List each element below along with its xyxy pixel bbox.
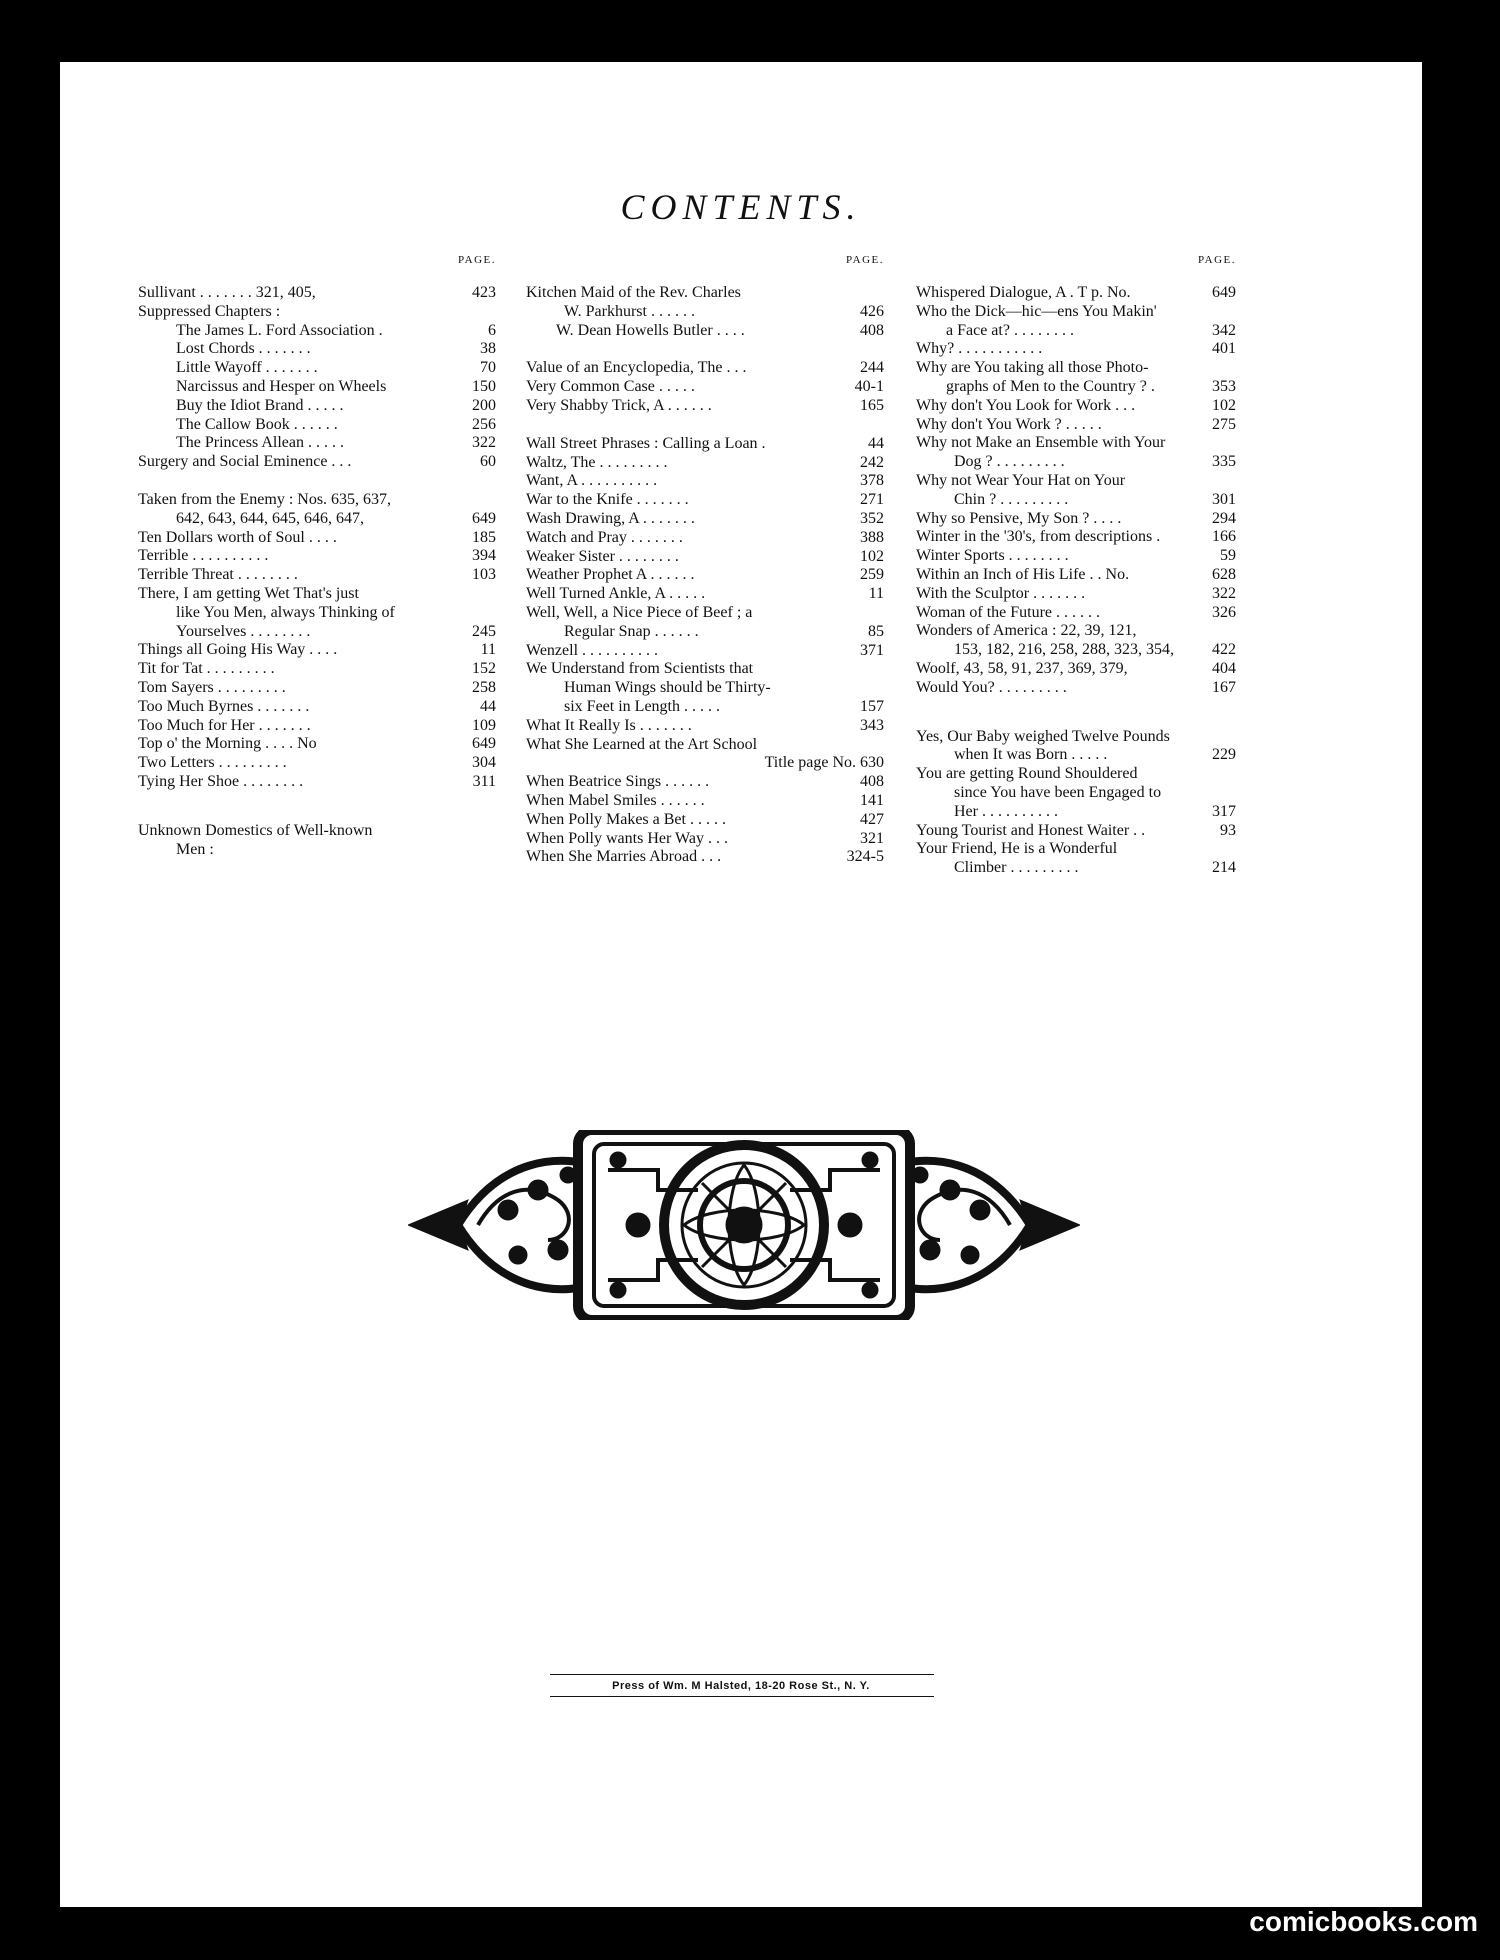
contents-entry bbox=[916, 803, 1236, 822]
entry-title: like You Men, always Thinking of bbox=[176, 603, 395, 621]
entry-title: Why don't You Look for Work . . . bbox=[916, 396, 1136, 414]
entry-page-number: 371 bbox=[860, 641, 884, 659]
entry-title: Climber . . . . . . . . . bbox=[954, 859, 1079, 877]
entry-page-number: 335 bbox=[1212, 453, 1236, 471]
page-column-label: PAGE. bbox=[1198, 254, 1236, 266]
entry-title: Narcissus and Hesper on Wheels bbox=[176, 377, 387, 395]
contents-entry bbox=[916, 303, 1236, 322]
entry-page-number: 301 bbox=[1212, 490, 1236, 508]
entry-page-number: 40-1 bbox=[854, 378, 884, 396]
entry-title: Well, Well, a Nice Piece of Beef ; a bbox=[526, 603, 753, 621]
printer-imprint: Press of Wm. M Halsted, 18-20 Rose St., N. Y. bbox=[612, 1680, 870, 1692]
entry-page-number: 388 bbox=[860, 528, 884, 546]
entry-page-number: 649 bbox=[472, 509, 496, 527]
entry-title: What It Really Is . . . . . . . bbox=[526, 716, 692, 734]
entry-page-number: 200 bbox=[472, 396, 496, 414]
contents-entry bbox=[138, 679, 496, 698]
entry-title: Why? . . . . . . . . . . . bbox=[916, 340, 1043, 358]
entry-title: The James L. Ford Association . bbox=[176, 321, 383, 339]
entry-title: Why are You taking all those Photo- bbox=[916, 359, 1149, 377]
entry-title: since You have been Engaged to bbox=[954, 783, 1162, 801]
entry-title: Unknown Domestics of Well-known bbox=[138, 821, 373, 839]
entry-title: Young Tourist and Honest Waiter . . bbox=[916, 821, 1146, 839]
contents-entry bbox=[138, 491, 496, 510]
contents-entry bbox=[526, 830, 884, 849]
contents-entry bbox=[916, 660, 1236, 679]
entry-page-number: 321 bbox=[860, 829, 884, 847]
entry-title: Wall Street Phrases : Calling a Loan . bbox=[526, 434, 766, 452]
contents-entry bbox=[138, 841, 496, 860]
contents-entry bbox=[526, 736, 884, 755]
entry-title: Little Wayoff . . . . . . . bbox=[176, 359, 318, 377]
contents-entry bbox=[526, 566, 884, 585]
contents-entry bbox=[138, 340, 496, 359]
contents-entry bbox=[916, 378, 1236, 397]
entry-title: Within an Inch of His Life . . No. bbox=[916, 565, 1130, 583]
contents-entry bbox=[138, 717, 496, 736]
entry-page-number: 258 bbox=[472, 678, 496, 696]
entry-title: When Beatrice Sings . . . . . . bbox=[526, 773, 710, 791]
entry-page-number: 59 bbox=[1220, 547, 1236, 565]
entry-page-number: 322 bbox=[472, 434, 496, 452]
entry-page-number: 422 bbox=[1212, 641, 1236, 659]
entry-page-number: 166 bbox=[1212, 528, 1236, 546]
entry-page-number: 427 bbox=[860, 810, 884, 828]
entry-page-number: 93 bbox=[1220, 821, 1236, 839]
contents-entry bbox=[526, 754, 884, 773]
contents-entry bbox=[526, 303, 884, 322]
entry-title: You are getting Round Shouldered bbox=[916, 765, 1138, 783]
entry-title: There, I am getting Wet That's just bbox=[138, 584, 359, 602]
entry-page-number: 326 bbox=[1212, 603, 1236, 621]
contents-entry bbox=[526, 284, 884, 303]
contents-entry bbox=[916, 728, 1236, 747]
entry-page-number: 214 bbox=[1212, 859, 1236, 877]
entry-page-number: 11 bbox=[868, 585, 884, 603]
entry-page-number: 109 bbox=[472, 716, 496, 734]
contents-entry bbox=[526, 454, 884, 473]
contents-entry bbox=[916, 746, 1236, 765]
entry-title: When Mabel Smiles . . . . . . bbox=[526, 791, 705, 809]
entry-page-number: 256 bbox=[472, 415, 496, 433]
entry-page-number: 401 bbox=[1212, 340, 1236, 358]
contents-entry bbox=[916, 472, 1236, 491]
entry-page-number: 44 bbox=[480, 697, 496, 715]
entry-page-number: 242 bbox=[860, 453, 884, 471]
entry-page-number: 38 bbox=[480, 340, 496, 358]
entry-page-number: 6 bbox=[488, 321, 496, 339]
entry-page-number: 353 bbox=[1212, 377, 1236, 395]
entry-page-number: 11 bbox=[480, 641, 496, 659]
entry-title: Why so Pensive, My Son ? . . . . bbox=[916, 509, 1122, 527]
entry-page-number: 102 bbox=[860, 547, 884, 565]
entry-title: Taken from the Enemy : Nos. 635, 637, bbox=[138, 490, 392, 508]
entry-title: When Polly wants Her Way . . . bbox=[526, 829, 728, 847]
entry-title: Men : bbox=[176, 840, 214, 858]
entry-list bbox=[138, 284, 496, 859]
contents-entry bbox=[526, 660, 884, 679]
entry-title: Very Common Case . . . . . bbox=[526, 378, 695, 396]
entry-title: 153, 182, 216, 258, 288, 323, 354, bbox=[954, 641, 1174, 659]
entry-title: We Understand from Scientists that bbox=[526, 660, 754, 678]
contents-entry bbox=[916, 416, 1236, 435]
entry-page-number: 649 bbox=[1212, 284, 1236, 301]
entry-page-number: 102 bbox=[1212, 396, 1236, 414]
contents-column-1 bbox=[138, 254, 496, 859]
contents-column-2 bbox=[526, 254, 884, 867]
page-column-label: PAGE. bbox=[458, 254, 496, 266]
entry-title: Would You? . . . . . . . . . bbox=[916, 678, 1067, 696]
entry-page-number: 317 bbox=[1212, 802, 1236, 820]
entry-title: Wonders of America : 22, 39, 121, bbox=[916, 622, 1137, 640]
entry-title: a Face at? . . . . . . . . bbox=[946, 321, 1074, 339]
entry-title: Top o' the Morning . . . . No bbox=[138, 735, 317, 753]
entry-title: Title page No. bbox=[764, 754, 856, 772]
entry-title: War to the Knife . . . . . . . bbox=[526, 491, 689, 509]
entry-title: Your Friend, He is a Wonderful bbox=[916, 840, 1118, 858]
entry-title: Who the Dick—hic—ens You Makin' bbox=[916, 302, 1157, 320]
contents-entry bbox=[138, 604, 496, 623]
contents-entry bbox=[916, 622, 1236, 641]
entry-page-number: 649 bbox=[472, 735, 496, 753]
contents-entry bbox=[916, 510, 1236, 529]
entry-page-number: 408 bbox=[860, 321, 884, 339]
contents-entry bbox=[916, 859, 1236, 878]
entry-page-number: 378 bbox=[860, 472, 884, 490]
contents-entry bbox=[916, 359, 1236, 378]
entry-page-number: 294 bbox=[1212, 509, 1236, 527]
contents-entry bbox=[138, 547, 496, 566]
entry-title: 642, 643, 644, 645, 646, 647, bbox=[176, 509, 364, 527]
entry-page-number: 311 bbox=[472, 772, 496, 790]
contents-entry bbox=[138, 566, 496, 585]
entry-title: Two Letters . . . . . . . . . bbox=[138, 754, 287, 772]
entry-title: The Callow Book . . . . . . bbox=[176, 415, 338, 433]
entry-title: Too Much for Her . . . . . . . bbox=[138, 716, 311, 734]
contents-entry bbox=[916, 840, 1236, 859]
entry-title: Terrible Threat . . . . . . . . bbox=[138, 566, 298, 584]
entry-page-number: 157 bbox=[860, 697, 884, 715]
contents-entry bbox=[526, 679, 884, 698]
entry-title: Ten Dollars worth of Soul . . . . bbox=[138, 528, 337, 546]
imprint-rule-bottom bbox=[550, 1696, 934, 1697]
entry-title: Woman of the Future . . . . . . bbox=[916, 603, 1101, 621]
entry-title: Winter Sports . . . . . . . . bbox=[916, 547, 1069, 565]
entry-title: Value of an Encyclopedia, The . . . bbox=[526, 359, 747, 377]
entry-list bbox=[526, 284, 884, 867]
entry-title: W. Parkhurst . . . . . . bbox=[564, 302, 695, 320]
entry-title: Tit for Tat . . . . . . . . . bbox=[138, 660, 275, 678]
entry-title: Dog ? . . . . . . . . . bbox=[954, 453, 1065, 471]
contents-entry bbox=[526, 698, 884, 717]
contents-entry bbox=[526, 378, 884, 397]
contents-entry bbox=[138, 641, 496, 660]
entry-title: Regular Snap . . . . . . bbox=[564, 622, 699, 640]
contents-entry bbox=[916, 604, 1236, 623]
entry-title: Weaker Sister . . . . . . . . bbox=[526, 547, 679, 565]
entry-title: Winter in the '30's, from descriptions . bbox=[916, 528, 1161, 546]
contents-entry bbox=[916, 765, 1236, 784]
entry-title: Lost Chords . . . . . . . bbox=[176, 340, 311, 358]
entry-page-number: 259 bbox=[860, 566, 884, 584]
contents-entry bbox=[526, 397, 884, 416]
contents-entry bbox=[138, 303, 496, 322]
entry-title: Kitchen Maid of the Rev. Charles bbox=[526, 284, 741, 301]
contents-entry bbox=[138, 735, 496, 754]
contents-entry bbox=[526, 792, 884, 811]
contents-entry bbox=[138, 416, 496, 435]
entry-page-number: 352 bbox=[860, 509, 884, 527]
contents-entry bbox=[138, 284, 496, 303]
entry-page-number: 324-5 bbox=[846, 848, 884, 866]
entry-page-number: 141 bbox=[860, 791, 884, 809]
entry-page-number: 426 bbox=[860, 302, 884, 320]
entry-title: The Princess Allean . . . . . bbox=[176, 434, 344, 452]
entry-list bbox=[916, 284, 1236, 878]
entry-title: Her . . . . . . . . . . bbox=[954, 802, 1058, 820]
entry-title: Tom Sayers . . . . . . . . . bbox=[138, 678, 286, 696]
entry-title: Human Wings should be Thirty- bbox=[564, 679, 771, 697]
contents-entry bbox=[916, 491, 1236, 510]
contents-entry bbox=[526, 510, 884, 529]
contents-entry bbox=[526, 585, 884, 604]
entry-page-number: 404 bbox=[1212, 659, 1236, 677]
contents-entry bbox=[138, 397, 496, 416]
contents-entry bbox=[526, 623, 884, 642]
contents-entry bbox=[138, 510, 496, 529]
entry-page-number: 185 bbox=[472, 528, 496, 546]
entry-title: Well Turned Ankle, A . . . . . bbox=[526, 585, 706, 603]
entry-page-number: 229 bbox=[1212, 746, 1236, 764]
contents-entry bbox=[916, 641, 1236, 660]
entry-page-number: 343 bbox=[860, 716, 884, 734]
contents-entry bbox=[916, 528, 1236, 547]
entry-title: Weather Prophet A . . . . . . bbox=[526, 566, 695, 584]
contents-entry bbox=[526, 491, 884, 510]
entry-title: When She Marries Abroad . . . bbox=[526, 848, 722, 866]
entry-title: graphs of Men to the Country ? . bbox=[946, 377, 1155, 395]
entry-title: With the Sculptor . . . . . . . bbox=[916, 584, 1086, 602]
entry-title: Terrible . . . . . . . . . . bbox=[138, 547, 269, 565]
contents-entry bbox=[916, 784, 1236, 803]
entry-title: Waltz, The . . . . . . . . . bbox=[526, 453, 668, 471]
entry-title: Want, A . . . . . . . . . . bbox=[526, 472, 658, 490]
contents-entry bbox=[916, 284, 1236, 303]
entry-title: W. Dean Howells Butler . . . . bbox=[556, 321, 745, 339]
entry-title: Tying Her Shoe . . . . . . . . bbox=[138, 772, 304, 790]
entry-title: Chin ? . . . . . . . . . bbox=[954, 490, 1069, 508]
contents-entry bbox=[916, 434, 1236, 453]
contents-entry bbox=[916, 322, 1236, 341]
contents-entry bbox=[138, 773, 496, 792]
contents-entry bbox=[916, 397, 1236, 416]
entry-page-number: 423 bbox=[472, 284, 496, 301]
contents-entry bbox=[916, 453, 1236, 472]
entry-title: Wenzell . . . . . . . . . . bbox=[526, 641, 659, 659]
entry-title: Things all Going His Way . . . . bbox=[138, 641, 338, 659]
entry-page-number: 275 bbox=[1212, 415, 1236, 433]
entry-title: when It was Born . . . . . bbox=[954, 746, 1108, 764]
entry-title: Why not Make an Ensemble with Your bbox=[916, 434, 1166, 452]
contents-entry bbox=[138, 822, 496, 841]
entry-title: six Feet in Length . . . . . bbox=[564, 697, 720, 715]
entry-page-number: 103 bbox=[472, 566, 496, 584]
entry-title: Whispered Dialogue, A . T p. No. bbox=[916, 284, 1131, 301]
entry-page-number: 408 bbox=[860, 773, 884, 791]
contents-entry bbox=[526, 811, 884, 830]
contents-entry bbox=[138, 434, 496, 453]
entry-title: Yourselves . . . . . . . . bbox=[176, 622, 311, 640]
contents-entry bbox=[526, 848, 884, 867]
contents-entry bbox=[526, 472, 884, 491]
contents-entry bbox=[526, 773, 884, 792]
entry-title: Watch and Pray . . . . . . . bbox=[526, 528, 683, 546]
entry-page-number: 85 bbox=[868, 622, 884, 640]
entry-page-number: 44 bbox=[868, 434, 884, 452]
contents-entry bbox=[526, 642, 884, 661]
entry-title: Wash Drawing, A . . . . . . . bbox=[526, 509, 695, 527]
entry-title: Too Much Byrnes . . . . . . . bbox=[138, 697, 310, 715]
contents-entry bbox=[526, 435, 884, 454]
contents-entry bbox=[916, 585, 1236, 604]
contents-entry bbox=[138, 623, 496, 642]
entry-page-number: 630 bbox=[860, 754, 884, 772]
entry-page-number: 304 bbox=[472, 754, 496, 772]
contents-entry bbox=[138, 529, 496, 548]
entry-page-number: 70 bbox=[480, 359, 496, 377]
contents-entry bbox=[138, 359, 496, 378]
contents-entry bbox=[526, 717, 884, 736]
imprint-rule-top bbox=[550, 1674, 934, 1675]
decorative-ornament bbox=[408, 1130, 1080, 1320]
entry-page-number: 628 bbox=[1212, 565, 1236, 583]
contents-entry bbox=[526, 322, 884, 341]
contents-entry bbox=[916, 566, 1236, 585]
contents-entry bbox=[526, 548, 884, 567]
contents-entry bbox=[138, 660, 496, 679]
entry-page-number: 167 bbox=[1212, 678, 1236, 696]
entry-page-number: 150 bbox=[472, 377, 496, 395]
contents-entry bbox=[526, 604, 884, 623]
entry-page-number: 394 bbox=[472, 547, 496, 565]
entry-page-number: 245 bbox=[472, 622, 496, 640]
entry-title: Sullivant . . . . . . . 321, 405, bbox=[138, 284, 316, 301]
entry-page-number: 60 bbox=[480, 453, 496, 471]
entry-title: Why don't You Work ? . . . . . bbox=[916, 415, 1102, 433]
contents-entry bbox=[138, 453, 496, 472]
contents-page bbox=[60, 62, 1422, 1907]
entry-title: Very Shabby Trick, A . . . . . . bbox=[526, 396, 712, 414]
entry-page-number: 165 bbox=[860, 396, 884, 414]
contents-entry bbox=[138, 698, 496, 717]
contents-entry bbox=[138, 378, 496, 397]
entry-title: Suppressed Chapters : bbox=[138, 302, 281, 320]
contents-entry bbox=[916, 547, 1236, 566]
contents-entry bbox=[138, 322, 496, 341]
contents-entry bbox=[916, 822, 1236, 841]
entry-page-number: 271 bbox=[860, 491, 884, 509]
page-title: CONTENTS. bbox=[620, 187, 862, 227]
page-column-label: PAGE. bbox=[846, 254, 884, 266]
contents-entry bbox=[916, 340, 1236, 359]
entry-title: Yes, Our Baby weighed Twelve Pounds bbox=[916, 727, 1170, 745]
entry-page-number: 244 bbox=[860, 359, 884, 377]
entry-title: Why not Wear Your Hat on Your bbox=[916, 471, 1126, 489]
contents-entry bbox=[916, 679, 1236, 698]
contents-entry bbox=[526, 359, 884, 378]
entry-title: When Polly Makes a Bet . . . . . bbox=[526, 810, 726, 828]
contents-column-3 bbox=[916, 254, 1236, 878]
entry-title: What She Learned at the Art School bbox=[526, 735, 758, 753]
entry-page-number: 152 bbox=[472, 660, 496, 678]
contents-entry bbox=[526, 529, 884, 548]
contents-entry bbox=[138, 754, 496, 773]
site-watermark: comicbooks.com bbox=[1249, 1906, 1478, 1937]
entry-title: Surgery and Social Eminence . . . bbox=[138, 453, 352, 471]
entry-page-number: 322 bbox=[1212, 584, 1236, 602]
contents-entry bbox=[138, 585, 496, 604]
entry-title: Buy the Idiot Brand . . . . . bbox=[176, 396, 344, 414]
entry-title: Woolf, 43, 58, 91, 237, 369, 379, bbox=[916, 659, 1128, 677]
entry-page-number: 342 bbox=[1212, 321, 1236, 339]
